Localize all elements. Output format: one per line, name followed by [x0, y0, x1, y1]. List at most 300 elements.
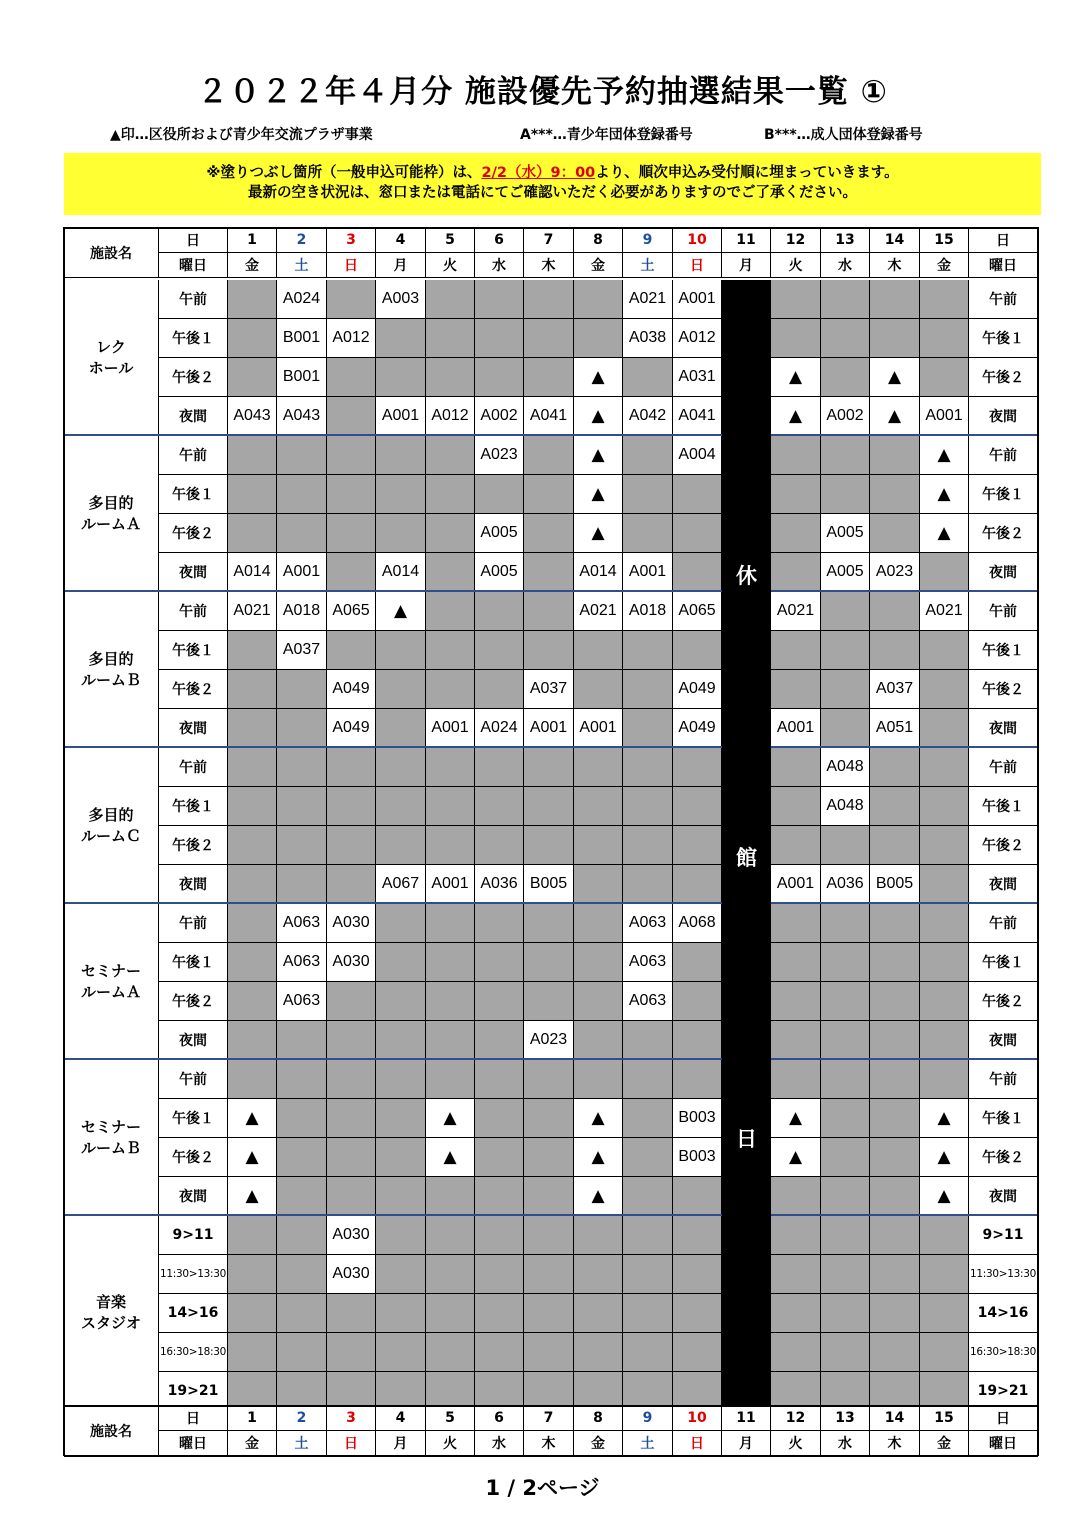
- available-slot[interactable]: [327, 826, 376, 865]
- available-slot[interactable]: [821, 280, 870, 319]
- available-slot[interactable]: [821, 475, 870, 514]
- available-slot[interactable]: [327, 358, 376, 397]
- available-slot[interactable]: [475, 1333, 524, 1372]
- available-slot[interactable]: [426, 826, 475, 865]
- available-slot[interactable]: [821, 1099, 870, 1138]
- available-slot[interactable]: [426, 982, 475, 1021]
- available-slot[interactable]: [920, 943, 969, 982]
- available-slot[interactable]: [475, 1255, 524, 1294]
- available-slot[interactable]: [821, 1060, 870, 1099]
- available-slot[interactable]: [475, 319, 524, 358]
- available-slot[interactable]: [920, 1255, 969, 1294]
- available-slot[interactable]: [870, 748, 920, 787]
- available-slot[interactable]: [771, 826, 821, 865]
- available-slot[interactable]: [475, 592, 524, 631]
- available-slot[interactable]: [920, 904, 969, 943]
- available-slot[interactable]: [920, 319, 969, 358]
- available-slot[interactable]: [821, 1138, 870, 1177]
- available-slot[interactable]: [426, 787, 475, 826]
- available-slot[interactable]: [870, 514, 920, 553]
- available-slot[interactable]: [524, 1294, 574, 1333]
- available-slot[interactable]: [327, 397, 376, 436]
- available-slot[interactable]: [327, 748, 376, 787]
- available-slot[interactable]: [524, 592, 574, 631]
- available-slot[interactable]: [475, 631, 524, 670]
- available-slot[interactable]: [475, 280, 524, 319]
- available-slot[interactable]: [574, 982, 623, 1021]
- available-slot[interactable]: [870, 475, 920, 514]
- available-slot[interactable]: [771, 1294, 821, 1333]
- available-slot[interactable]: [673, 1294, 722, 1333]
- available-slot[interactable]: [524, 631, 574, 670]
- available-slot[interactable]: [821, 631, 870, 670]
- available-slot[interactable]: [376, 943, 426, 982]
- available-slot[interactable]: [228, 748, 277, 787]
- available-slot[interactable]: [623, 1177, 673, 1216]
- event-mark: ▲: [771, 1138, 821, 1177]
- available-slot[interactable]: [277, 1021, 327, 1060]
- available-slot[interactable]: [376, 826, 426, 865]
- available-slot[interactable]: [524, 514, 574, 553]
- available-slot[interactable]: [673, 1255, 722, 1294]
- available-slot[interactable]: [327, 514, 376, 553]
- available-slot[interactable]: [821, 319, 870, 358]
- available-slot[interactable]: [376, 358, 426, 397]
- available-slot[interactable]: [524, 280, 574, 319]
- available-slot[interactable]: [376, 631, 426, 670]
- available-slot[interactable]: [524, 1060, 574, 1099]
- available-slot[interactable]: [920, 631, 969, 670]
- available-slot[interactable]: [426, 631, 475, 670]
- available-slot[interactable]: [870, 1255, 920, 1294]
- available-slot[interactable]: [771, 553, 821, 592]
- available-slot[interactable]: [475, 826, 524, 865]
- available-slot[interactable]: [623, 1216, 673, 1255]
- available-slot[interactable]: [870, 1099, 920, 1138]
- available-slot[interactable]: [524, 904, 574, 943]
- available-slot[interactable]: [574, 826, 623, 865]
- available-slot[interactable]: [920, 865, 969, 904]
- available-slot[interactable]: [376, 514, 426, 553]
- available-slot[interactable]: [673, 475, 722, 514]
- available-slot[interactable]: [426, 1021, 475, 1060]
- available-slot[interactable]: [376, 1138, 426, 1177]
- available-slot[interactable]: [376, 787, 426, 826]
- available-slot[interactable]: [673, 982, 722, 1021]
- available-slot[interactable]: [327, 1138, 376, 1177]
- available-slot[interactable]: [574, 319, 623, 358]
- available-slot[interactable]: [821, 943, 870, 982]
- available-slot[interactable]: [771, 1021, 821, 1060]
- available-slot[interactable]: [771, 1216, 821, 1255]
- available-slot[interactable]: [376, 1060, 426, 1099]
- available-slot[interactable]: [475, 982, 524, 1021]
- available-slot[interactable]: [574, 1333, 623, 1372]
- available-slot[interactable]: [376, 475, 426, 514]
- available-slot[interactable]: [228, 670, 277, 709]
- available-slot[interactable]: [623, 475, 673, 514]
- available-slot[interactable]: [771, 631, 821, 670]
- available-slot[interactable]: [821, 709, 870, 748]
- available-slot[interactable]: [475, 1060, 524, 1099]
- available-slot[interactable]: [327, 1177, 376, 1216]
- available-slot[interactable]: [920, 1060, 969, 1099]
- available-slot[interactable]: [870, 982, 920, 1021]
- available-slot[interactable]: [623, 1294, 673, 1333]
- available-slot[interactable]: [524, 553, 574, 592]
- available-slot[interactable]: [524, 1216, 574, 1255]
- available-slot[interactable]: [870, 904, 920, 943]
- available-slot[interactable]: [376, 1255, 426, 1294]
- available-slot[interactable]: [821, 982, 870, 1021]
- available-slot[interactable]: [376, 1294, 426, 1333]
- available-slot[interactable]: [228, 436, 277, 475]
- available-slot[interactable]: [426, 319, 475, 358]
- available-slot[interactable]: [327, 865, 376, 904]
- available-slot[interactable]: [920, 1021, 969, 1060]
- available-slot[interactable]: [920, 709, 969, 748]
- available-slot[interactable]: [426, 1060, 475, 1099]
- available-slot[interactable]: [574, 943, 623, 982]
- available-slot[interactable]: [426, 553, 475, 592]
- available-slot[interactable]: [327, 280, 376, 319]
- available-slot[interactable]: [771, 436, 821, 475]
- available-slot[interactable]: [277, 1333, 327, 1372]
- available-slot[interactable]: [623, 709, 673, 748]
- reservation-cell: A024: [277, 280, 327, 319]
- available-slot[interactable]: [475, 787, 524, 826]
- available-slot[interactable]: [574, 904, 623, 943]
- available-slot[interactable]: [821, 592, 870, 631]
- available-slot[interactable]: [623, 436, 673, 475]
- available-slot[interactable]: [228, 1021, 277, 1060]
- reservation-cell: A014: [228, 553, 277, 592]
- available-slot[interactable]: [277, 1216, 327, 1255]
- available-slot[interactable]: [771, 1177, 821, 1216]
- available-slot[interactable]: [673, 1177, 722, 1216]
- available-slot[interactable]: [771, 943, 821, 982]
- available-slot[interactable]: [574, 670, 623, 709]
- available-slot[interactable]: [277, 670, 327, 709]
- available-slot[interactable]: [870, 592, 920, 631]
- available-slot[interactable]: [327, 436, 376, 475]
- available-slot[interactable]: [870, 826, 920, 865]
- available-slot[interactable]: [228, 1333, 277, 1372]
- available-slot[interactable]: [475, 358, 524, 397]
- available-slot[interactable]: [376, 1177, 426, 1216]
- available-slot[interactable]: [623, 826, 673, 865]
- available-slot[interactable]: [673, 631, 722, 670]
- available-slot[interactable]: [870, 943, 920, 982]
- available-slot[interactable]: [327, 475, 376, 514]
- available-slot[interactable]: [920, 1333, 969, 1372]
- available-slot[interactable]: [821, 436, 870, 475]
- available-slot[interactable]: [426, 1177, 475, 1216]
- available-slot[interactable]: [673, 1021, 722, 1060]
- available-slot[interactable]: [920, 982, 969, 1021]
- available-slot[interactable]: [475, 475, 524, 514]
- available-slot[interactable]: [920, 553, 969, 592]
- available-slot[interactable]: [673, 553, 722, 592]
- available-slot[interactable]: [277, 787, 327, 826]
- available-slot[interactable]: [673, 826, 722, 865]
- available-slot[interactable]: [870, 1021, 920, 1060]
- available-slot[interactable]: [673, 1216, 722, 1255]
- available-slot[interactable]: [228, 709, 277, 748]
- available-slot[interactable]: [623, 1060, 673, 1099]
- facility-name-line: 多目的: [88, 493, 134, 512]
- available-slot[interactable]: [870, 1333, 920, 1372]
- available-slot[interactable]: [623, 1255, 673, 1294]
- available-slot[interactable]: [277, 1294, 327, 1333]
- available-slot[interactable]: [228, 514, 277, 553]
- available-slot[interactable]: [574, 1294, 623, 1333]
- available-slot[interactable]: [228, 865, 277, 904]
- available-slot[interactable]: [327, 553, 376, 592]
- available-slot[interactable]: [524, 826, 574, 865]
- available-slot[interactable]: [426, 904, 475, 943]
- available-slot[interactable]: [771, 748, 821, 787]
- available-slot[interactable]: [524, 1099, 574, 1138]
- available-slot[interactable]: [475, 1294, 524, 1333]
- available-slot[interactable]: [524, 319, 574, 358]
- available-slot[interactable]: [771, 670, 821, 709]
- available-slot[interactable]: [920, 358, 969, 397]
- available-slot[interactable]: [277, 826, 327, 865]
- available-slot[interactable]: [228, 904, 277, 943]
- available-slot[interactable]: [623, 1333, 673, 1372]
- available-slot[interactable]: [673, 943, 722, 982]
- available-slot[interactable]: [574, 865, 623, 904]
- available-slot[interactable]: [524, 748, 574, 787]
- available-slot[interactable]: [870, 1216, 920, 1255]
- available-slot[interactable]: [870, 1177, 920, 1216]
- available-slot[interactable]: [771, 1255, 821, 1294]
- available-slot[interactable]: [870, 436, 920, 475]
- available-slot[interactable]: [821, 1021, 870, 1060]
- available-slot[interactable]: [277, 1177, 327, 1216]
- available-slot[interactable]: [277, 748, 327, 787]
- available-slot[interactable]: [426, 1294, 475, 1333]
- available-slot[interactable]: [327, 1333, 376, 1372]
- available-slot[interactable]: [870, 1138, 920, 1177]
- available-slot[interactable]: [771, 475, 821, 514]
- available-slot[interactable]: [920, 1294, 969, 1333]
- available-slot[interactable]: [228, 787, 277, 826]
- available-slot[interactable]: [920, 1216, 969, 1255]
- available-slot[interactable]: [771, 904, 821, 943]
- reservation-cell: A031: [673, 358, 722, 397]
- available-slot[interactable]: [228, 982, 277, 1021]
- available-slot[interactable]: [771, 280, 821, 319]
- available-slot[interactable]: [426, 592, 475, 631]
- available-slot[interactable]: [475, 904, 524, 943]
- available-slot[interactable]: [327, 1294, 376, 1333]
- available-slot[interactable]: [623, 865, 673, 904]
- table-border: [1037, 227, 1039, 1456]
- bottom-header-weekday: 木: [524, 1431, 574, 1456]
- available-slot[interactable]: [228, 1294, 277, 1333]
- available-slot[interactable]: [426, 670, 475, 709]
- available-slot[interactable]: [475, 1138, 524, 1177]
- available-slot[interactable]: [426, 280, 475, 319]
- available-slot[interactable]: [426, 1216, 475, 1255]
- available-slot[interactable]: [870, 787, 920, 826]
- available-slot[interactable]: [475, 943, 524, 982]
- available-slot[interactable]: [524, 1333, 574, 1372]
- available-slot[interactable]: [426, 1255, 475, 1294]
- available-slot[interactable]: [574, 748, 623, 787]
- available-slot[interactable]: [574, 1216, 623, 1255]
- available-slot[interactable]: [376, 904, 426, 943]
- available-slot[interactable]: [673, 787, 722, 826]
- available-slot[interactable]: [574, 1060, 623, 1099]
- available-slot[interactable]: [277, 514, 327, 553]
- available-slot[interactable]: [426, 943, 475, 982]
- available-slot[interactable]: [821, 826, 870, 865]
- available-slot[interactable]: [821, 1216, 870, 1255]
- available-slot[interactable]: [228, 943, 277, 982]
- available-slot[interactable]: [376, 1099, 426, 1138]
- available-slot[interactable]: [475, 670, 524, 709]
- bottom-header-day-number: 14: [870, 1406, 920, 1431]
- available-slot[interactable]: [574, 1021, 623, 1060]
- available-slot[interactable]: [327, 787, 376, 826]
- available-slot[interactable]: [376, 319, 426, 358]
- table-border: [64, 1405, 1038, 1407]
- available-slot[interactable]: [920, 280, 969, 319]
- available-slot[interactable]: [327, 631, 376, 670]
- available-slot[interactable]: [673, 865, 722, 904]
- available-slot[interactable]: [623, 1138, 673, 1177]
- available-slot[interactable]: [524, 436, 574, 475]
- available-slot[interactable]: [920, 826, 969, 865]
- available-slot[interactable]: [228, 1216, 277, 1255]
- available-slot[interactable]: [426, 436, 475, 475]
- available-slot[interactable]: [426, 358, 475, 397]
- available-slot[interactable]: [574, 631, 623, 670]
- available-slot[interactable]: [277, 1099, 327, 1138]
- available-slot[interactable]: [228, 1255, 277, 1294]
- available-slot[interactable]: [771, 319, 821, 358]
- available-slot[interactable]: [228, 280, 277, 319]
- available-slot[interactable]: [277, 1138, 327, 1177]
- bottom-header-weekday-label-right: 曜日: [969, 1431, 1038, 1456]
- available-slot[interactable]: [524, 1177, 574, 1216]
- available-slot[interactable]: [623, 787, 673, 826]
- available-slot[interactable]: [870, 1060, 920, 1099]
- available-slot[interactable]: [574, 280, 623, 319]
- available-slot[interactable]: [376, 709, 426, 748]
- available-slot[interactable]: [673, 748, 722, 787]
- available-slot[interactable]: [623, 514, 673, 553]
- available-slot[interactable]: [277, 709, 327, 748]
- available-slot[interactable]: [771, 982, 821, 1021]
- available-slot[interactable]: [426, 748, 475, 787]
- available-slot[interactable]: [327, 982, 376, 1021]
- available-slot[interactable]: [475, 1099, 524, 1138]
- available-slot[interactable]: [475, 1216, 524, 1255]
- available-slot[interactable]: [327, 1060, 376, 1099]
- available-slot[interactable]: [524, 1138, 574, 1177]
- available-slot[interactable]: [426, 1333, 475, 1372]
- available-slot[interactable]: [376, 670, 426, 709]
- available-slot[interactable]: [821, 1333, 870, 1372]
- available-slot[interactable]: [277, 475, 327, 514]
- available-slot[interactable]: [574, 1255, 623, 1294]
- available-slot[interactable]: [475, 1021, 524, 1060]
- available-slot[interactable]: [623, 631, 673, 670]
- available-slot[interactable]: [771, 1060, 821, 1099]
- available-slot[interactable]: [821, 1294, 870, 1333]
- available-slot[interactable]: [376, 982, 426, 1021]
- available-slot[interactable]: [376, 1216, 426, 1255]
- available-slot[interactable]: [228, 475, 277, 514]
- available-slot[interactable]: [277, 436, 327, 475]
- available-slot[interactable]: [870, 1294, 920, 1333]
- available-slot[interactable]: [277, 1060, 327, 1099]
- available-slot[interactable]: [623, 358, 673, 397]
- available-slot[interactable]: [228, 1060, 277, 1099]
- available-slot[interactable]: [771, 514, 821, 553]
- available-slot[interactable]: [277, 865, 327, 904]
- available-slot[interactable]: [920, 787, 969, 826]
- available-slot[interactable]: [623, 748, 673, 787]
- available-slot[interactable]: [228, 826, 277, 865]
- available-slot[interactable]: [524, 943, 574, 982]
- available-slot[interactable]: [821, 670, 870, 709]
- available-slot[interactable]: [673, 1060, 722, 1099]
- available-slot[interactable]: [821, 904, 870, 943]
- available-slot[interactable]: [524, 982, 574, 1021]
- available-slot[interactable]: [426, 514, 475, 553]
- available-slot[interactable]: [524, 358, 574, 397]
- available-slot[interactable]: [821, 1255, 870, 1294]
- available-slot[interactable]: [920, 748, 969, 787]
- available-slot[interactable]: [623, 1021, 673, 1060]
- available-slot[interactable]: [870, 319, 920, 358]
- available-slot[interactable]: [376, 1021, 426, 1060]
- available-slot[interactable]: [920, 670, 969, 709]
- available-slot[interactable]: [821, 358, 870, 397]
- available-slot[interactable]: [327, 1021, 376, 1060]
- available-slot[interactable]: [673, 514, 722, 553]
- available-slot[interactable]: [623, 1099, 673, 1138]
- available-slot[interactable]: [228, 631, 277, 670]
- available-slot[interactable]: [475, 1177, 524, 1216]
- available-slot[interactable]: [228, 319, 277, 358]
- available-slot[interactable]: [574, 787, 623, 826]
- available-slot[interactable]: [228, 358, 277, 397]
- available-slot[interactable]: [376, 436, 426, 475]
- available-slot[interactable]: [524, 475, 574, 514]
- available-slot[interactable]: [277, 1255, 327, 1294]
- available-slot[interactable]: [623, 670, 673, 709]
- available-slot[interactable]: [524, 787, 574, 826]
- available-slot[interactable]: [376, 748, 426, 787]
- available-slot[interactable]: [327, 1099, 376, 1138]
- available-slot[interactable]: [426, 475, 475, 514]
- available-slot[interactable]: [673, 1333, 722, 1372]
- available-slot[interactable]: [475, 748, 524, 787]
- available-slot[interactable]: [821, 1177, 870, 1216]
- available-slot[interactable]: [524, 1255, 574, 1294]
- available-slot[interactable]: [771, 787, 821, 826]
- available-slot[interactable]: [870, 631, 920, 670]
- available-slot[interactable]: [376, 1333, 426, 1372]
- available-slot[interactable]: [870, 280, 920, 319]
- available-slot[interactable]: [771, 1333, 821, 1372]
